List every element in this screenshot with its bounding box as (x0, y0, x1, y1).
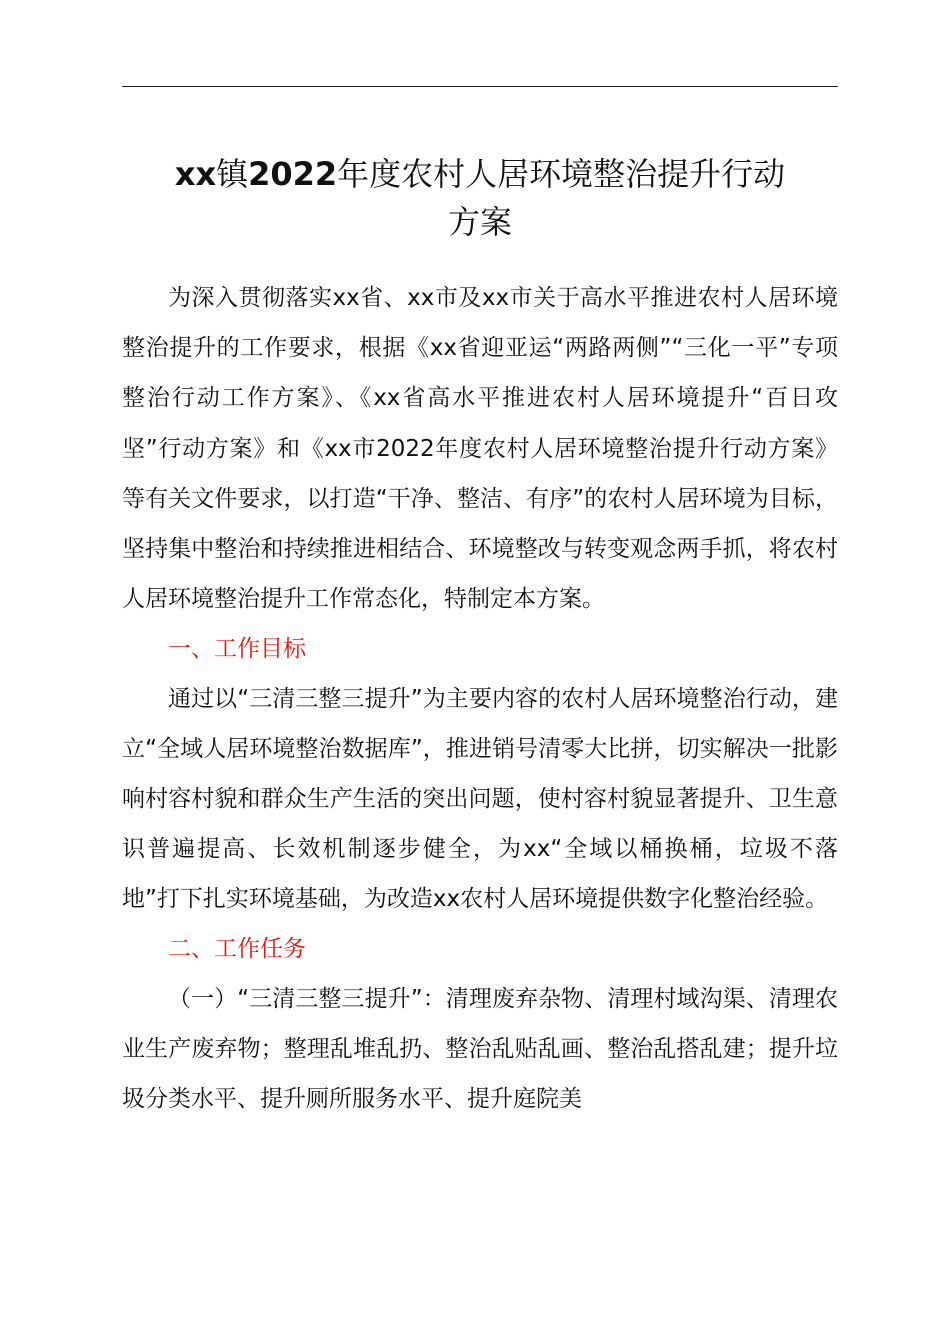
document-body (122, 273, 838, 1124)
title-line2: 方案 (447, 203, 512, 241)
title-year: 2022 (248, 155, 338, 193)
title-rest-line1: 年度农村人居环境整治提升行动 (337, 155, 786, 193)
intro-paragraph: 为深入贯彻落实xx省、xx市及xx市关于高水平推进农村人居环境整治提升的工作要求，根据《xx省迎亚运“两路两侧”“三化一平”专项整治行动工作方案》、《xx省高水平推进农村人居环境提升“百日攻坚”行动方案》和《xx市2022年度农村人居环境整治提升行动方案》等有关文件要求，以打造“干净、整洁、有序”的农村人居环境为目标，坚持集中整治和持续推进相结合、环境整改与转变观念两手抓，将农村人居环境整治提升工作常态化，特制定本方案。 (122, 285, 838, 613)
header-rule (122, 86, 838, 87)
title-town: 镇 (216, 155, 249, 193)
goals-paragraph: 通过以“三清三整三提升”为主要内容的农村人居环境整治行动，建立“全域人居环境整治数据库”，推进销号清零大比拼，切实解决一批影响村容村貌和群众生产生活的突出问题，使村容村貌显著提升、卫生意识普遍提高、长效机制逐步健全，为xx“全域以桶换桶，垃圾不落地”打下扎实环境基础，为改造xx农村人居环境提供数字化整治经验。 (122, 686, 838, 913)
title-prefix: xx (174, 155, 217, 193)
section-heading-goals: 一、工作目标 (168, 636, 306, 663)
tasks-paragraph: （一）“三清三整三提升”：清理废弃杂物、清理村域沟渠、清理农业生产废弃物；整理乱堆乱扔、整治乱贴乱画、整治乱搭乱建；提升垃圾分类水平、提升厕所服务水平、提升庭院美 (122, 986, 838, 1113)
document-title (100, 150, 860, 246)
section-heading-tasks: 二、工作任务 (168, 936, 306, 963)
